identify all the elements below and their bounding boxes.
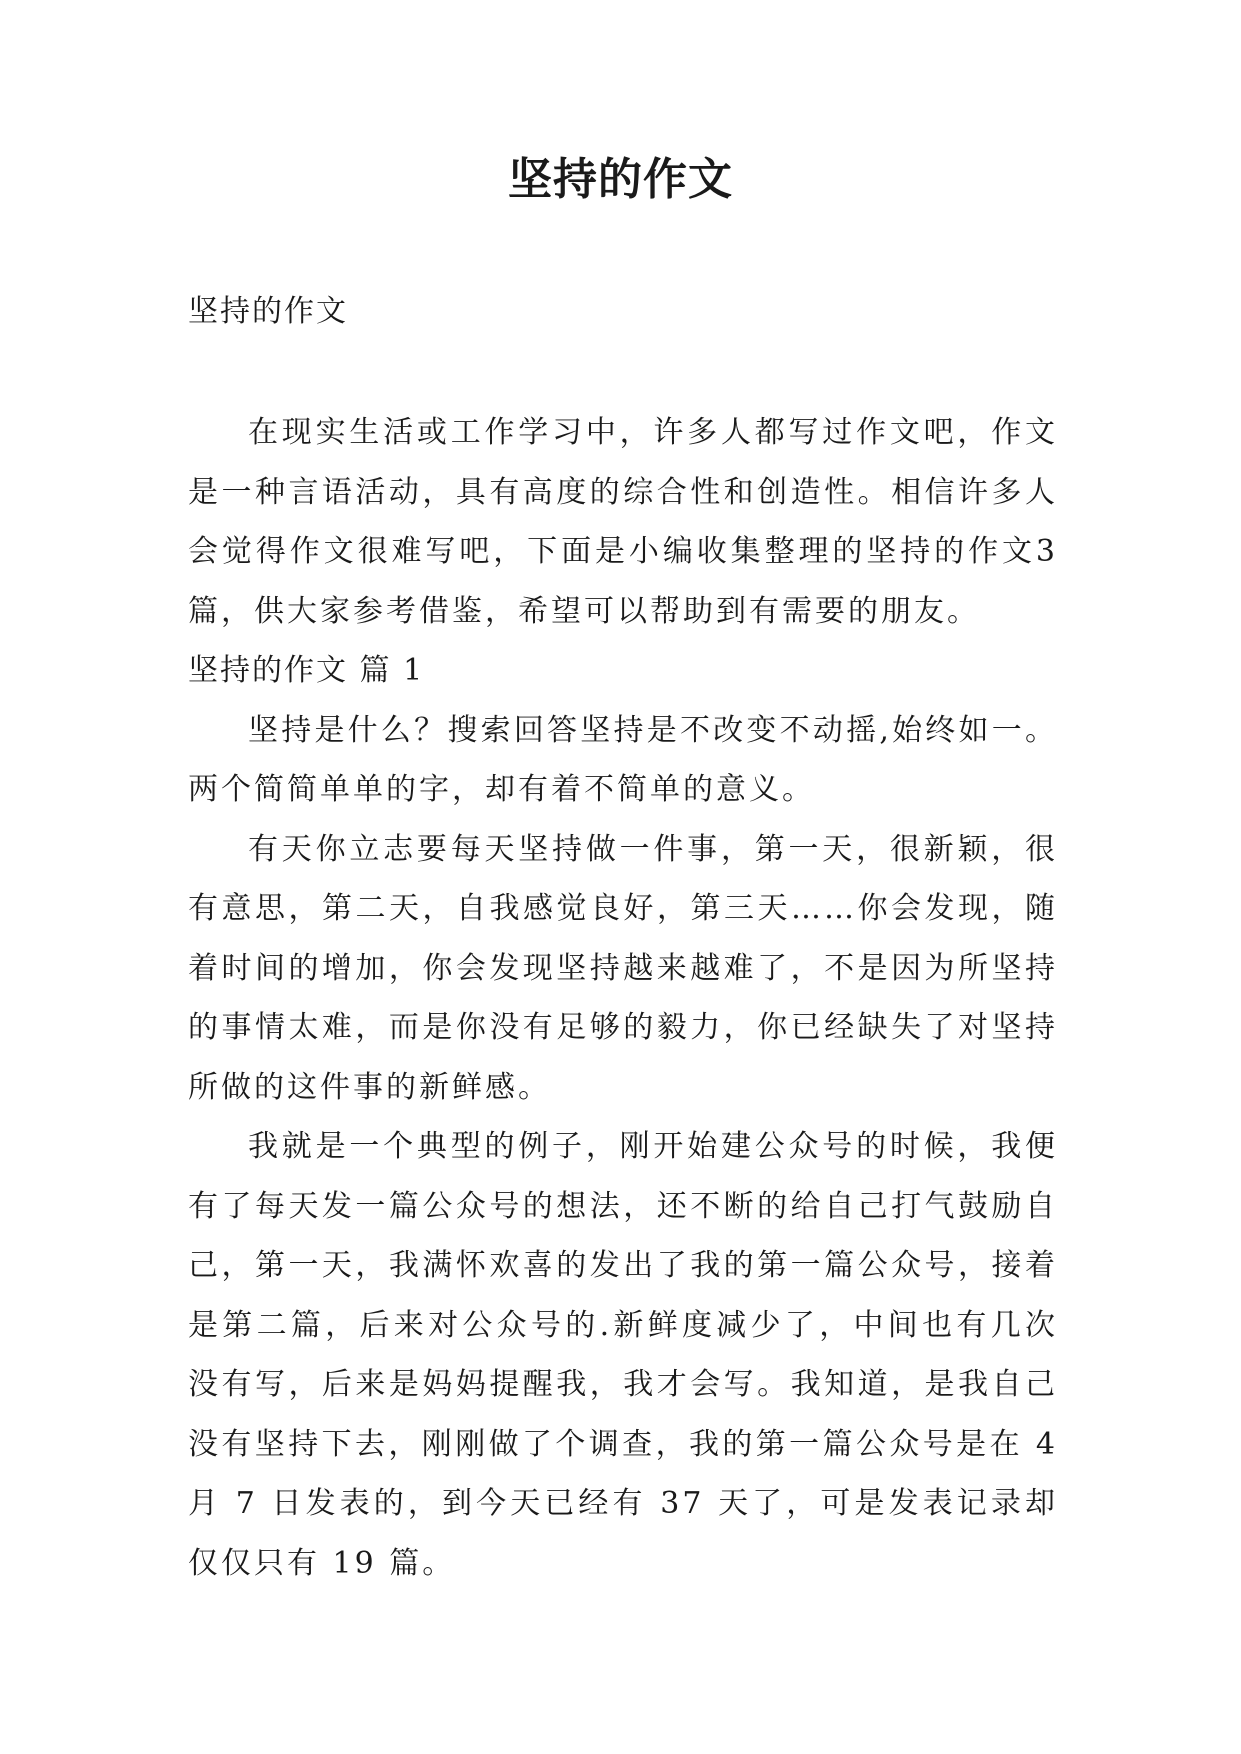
document-body <box>188 403 1058 1593</box>
intro-paragraph: 在现实生活或工作学习中，许多人都写过作文吧，作文是一种言语活动，具有高度的综合性和创造性。相信许多人会觉得作文很难写吧，下面是小编收集整理的坚持的作文3篇，供大家参考借鉴，希望可以帮助到有需要的朋友。 <box>188 415 1058 629</box>
document-title: 坚持的作文 <box>508 154 733 205</box>
body-paragraph-3: 我就是一个典型的例子，刚开始建公众号的时候，我便有了每天发一篇公众号的想法，还不断的给自己打气鼓励自己，第一天，我满怀欢喜的发出了我的第一篇公众号，接着是第二篇，后来对公众号的.新鲜度减少了，中间也有几次没有写，后来是妈妈提醒我，我才会写。我知道，是我自己没有坚持下去，刚刚做了个调查，我的第一篇公众号是在 4 月 7 日发表的，到今天已经有 37 天了，可是发表记录却仅仅只有 19 篇。 <box>188 1129 1058 1581</box>
body-paragraph-2: 有天你立志要每天坚持做一件事，第一天，很新颖，很有意思，第二天，自我感觉良好，第三天……你会发现，随着时间的增加，你会发现坚持越来越难了，不是因为所坚持的事情太难，而是你没有足够的毅力，你已经缺失了对坚持所做的这件事的新鲜感。 <box>188 831 1058 1105</box>
document-subtitle: 坚持的作文 <box>188 294 348 329</box>
body-paragraph-1: 坚持是什么？搜索回答坚持是不改变不动摇,始终如一。两个简简单单的字，却有着不简单的意义。 <box>188 712 1058 807</box>
section-heading: 坚持的作文 篇 1 <box>188 653 425 688</box>
